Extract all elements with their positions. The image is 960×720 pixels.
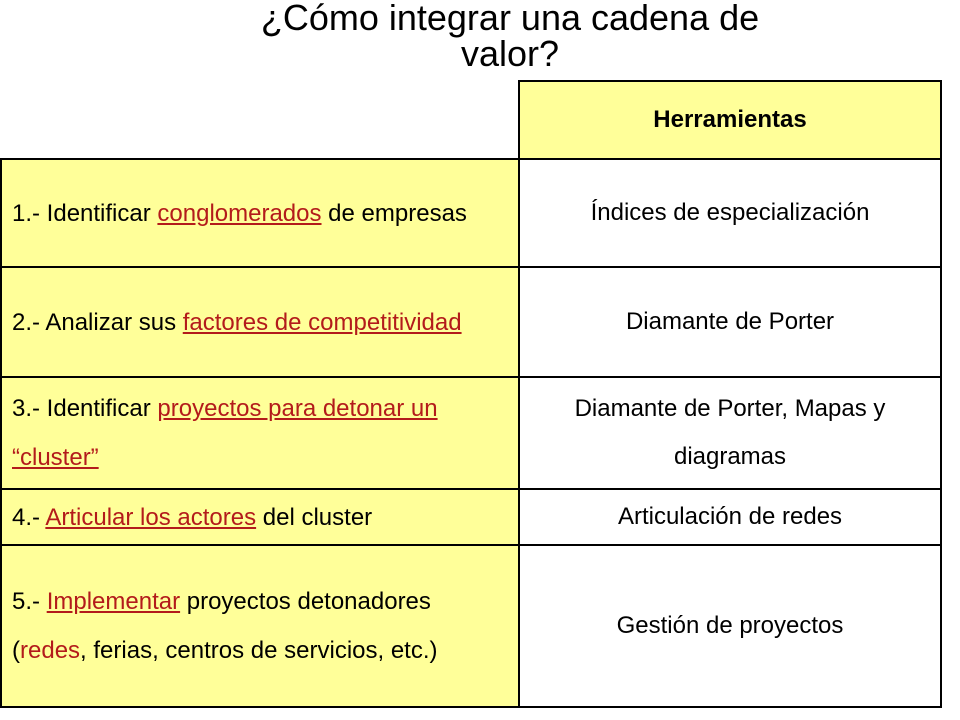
tool-cell-2: Diamante de Porter (518, 266, 942, 378)
step-link[interactable]: Articular los actores (45, 503, 257, 531)
step-text-1 (12, 189, 467, 238)
step-cell-1 (0, 158, 520, 268)
step-cell-2 (0, 266, 520, 378)
step-suffix: del cluster (256, 503, 373, 531)
tool-cell-4: Articulación de redes (518, 488, 942, 546)
step-prefix: 2.- Analizar sus (12, 308, 183, 336)
step-cell-5 (0, 544, 520, 708)
tool-cell-3: Diamante de Porter, Mapas y diagramas (518, 376, 942, 490)
step-suffix: de empresas (321, 199, 467, 227)
step-text-4 (12, 493, 372, 542)
step-prefix: 5.- (12, 588, 47, 615)
step-mid: proyectos detonadores ( (12, 588, 431, 664)
step-text-5 (12, 577, 506, 675)
step-prefix: 4.- (12, 503, 46, 531)
tool-cell-5: Gestión de proyectos (518, 544, 942, 708)
step-suffix: , ferias, centros de servicios, etc.) (80, 637, 438, 664)
step-cell-3 (0, 376, 520, 490)
step-link[interactable]: conglomerados (157, 199, 322, 227)
step-text-2 (12, 298, 462, 347)
step-prefix: 1.- Identificar (12, 199, 158, 227)
step-link[interactable]: factores de competitividad (182, 308, 462, 336)
header-tools: Herramientas (518, 80, 942, 160)
step-link[interactable]: Implementar (46, 588, 181, 615)
step-link[interactable]: proyectos para detonar un “cluster” (12, 395, 438, 471)
step-cell-4 (0, 488, 520, 546)
step-highlight: redes (20, 637, 81, 664)
step-prefix: 3.- Identificar (12, 395, 158, 422)
title-line-2: valor? (460, 33, 560, 74)
tool-cell-1: Índices de especialización (518, 158, 942, 268)
step-text-3 (12, 384, 506, 482)
title-line-1: ¿Cómo integrar una cadena de (260, 0, 760, 38)
